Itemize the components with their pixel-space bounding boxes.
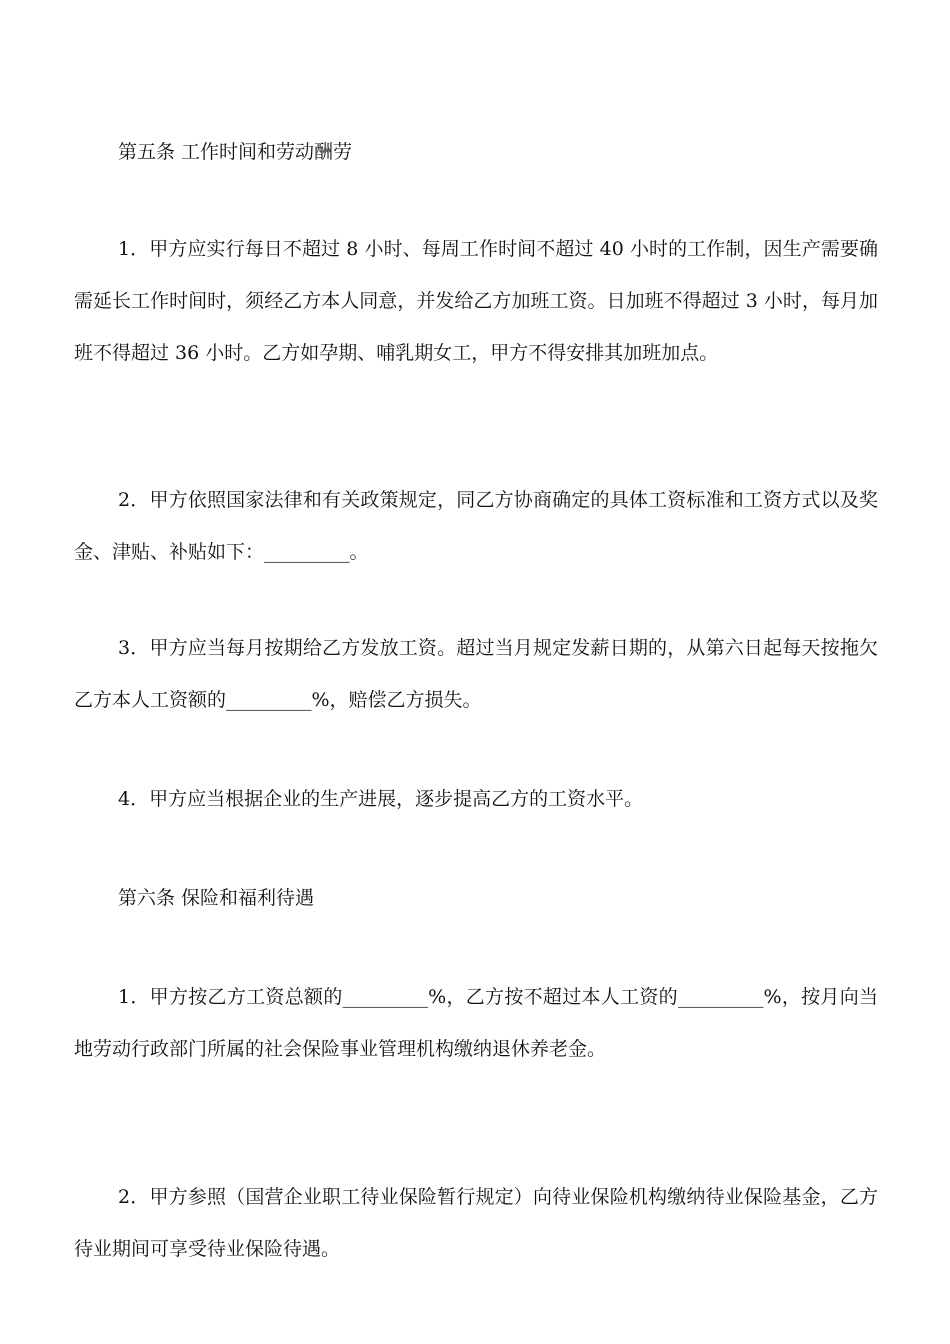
article-6-clause-2: 2．甲方参照（国营企业职工待业保险暂行规定）向待业保险机构缴纳待业保险基金，乙方待业期间可享受待业保险待遇。 bbox=[74, 1186, 878, 1260]
article-5-heading: 第五条 工作时间和劳动酬劳 bbox=[118, 141, 353, 163]
article-5-clause-2: 2．甲方依照国家法律和有关政策规定，同乙方协商确定的具体工资标准和工资方式以及奖金、津贴、补贴如下：_________。 bbox=[74, 489, 878, 563]
article-6-heading: 第六条 保险和福利待遇 bbox=[118, 887, 315, 909]
article-5-clause-3: 3．甲方应当每月按期给乙方发放工资。超过当月规定发薪日期的，从第六日起每天按拖欠乙方本人工资额的_________%，赔偿乙方损失。 bbox=[74, 637, 878, 711]
article-5-clause-1: 1．甲方应实行每日不超过 8 小时、每周工作时间不超过 40 小时的工作制，因生产需要确需延长工作时间时，须经乙方本人同意，并发给乙方加班工资。日加班不得超过 3 小时，每月加班不得超过 36 小时。乙方如孕期、哺乳期女工，甲方不得安排其加班加点。 bbox=[74, 238, 878, 364]
article-6-clause-1: 1．甲方按乙方工资总额的_________%，乙方按不超过本人工资的_________%，按月向当地劳动行政部门所属的社会保险事业管理机构缴纳退休养老金。 bbox=[74, 986, 878, 1060]
article-5-clause-4: 4．甲方应当根据企业的生产进展，逐步提高乙方的工资水平。 bbox=[118, 788, 644, 810]
